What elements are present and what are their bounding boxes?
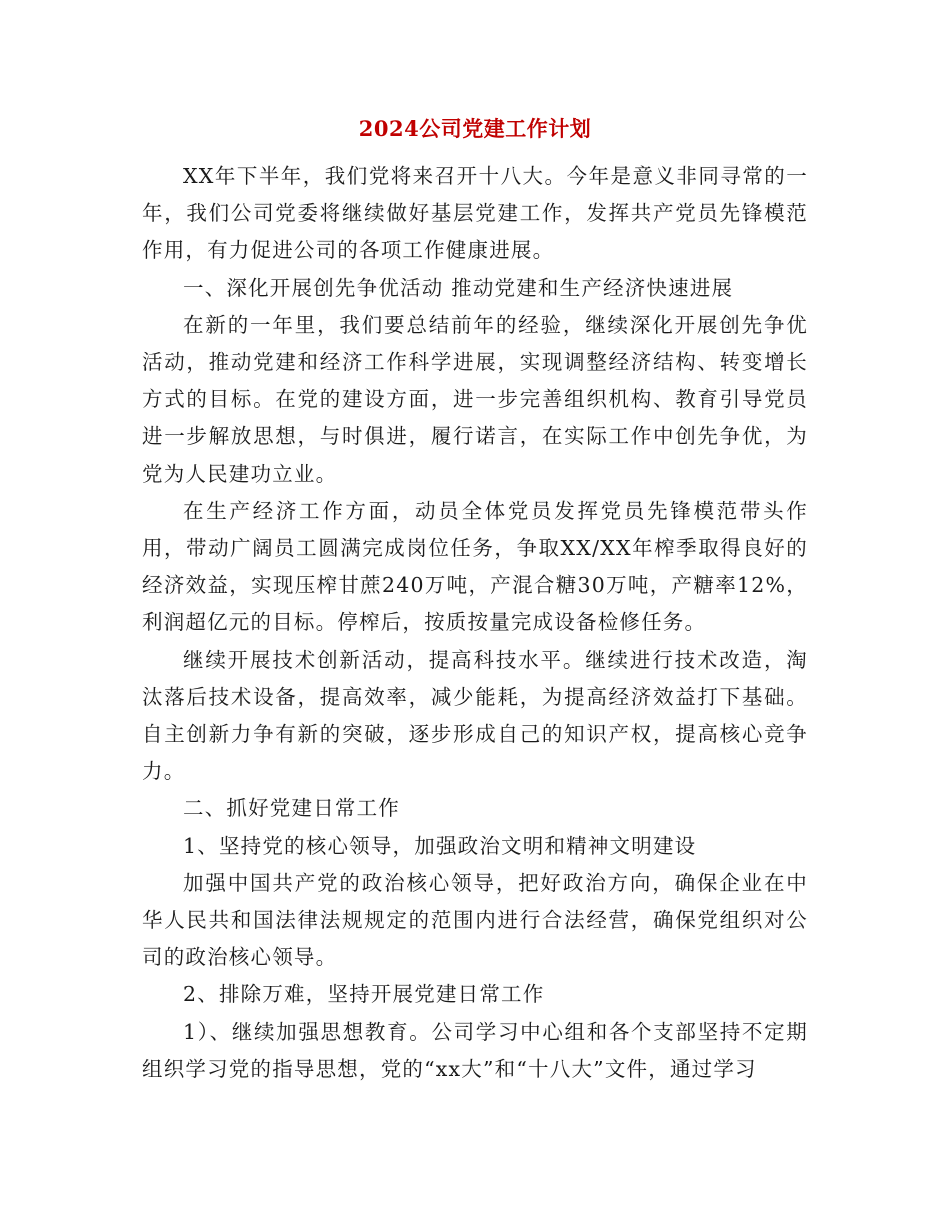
paragraph-production-economy: 在生产经济工作方面，动员全体党员发挥党员先锋模范带头作用，带动广阔员工圆满完成岗位任务，争取XX/XX年榨季取得良好的经济效益，实现压榨甘蔗240万吨，产混合糖30万吨，产糖率12%，利润超亿元的目标。停榨后，按质按量完成设备检修任务。 [142,498,808,635]
subsection-heading-1: 1、坚持党的核心领导，加强政治文明和精神文明建设 [183,833,697,858]
section-heading-1: 一、深化开展创先争优活动 推动党建和生产经济快速进展 [183,275,734,300]
paragraph-intro: XX年下半年，我们党将来召开十八大。今年是意义非同寻常的一年，我们公司党委将继续做好基层党建工作，发挥共产党员先锋模范作用，有力促进公司的各项工作健康进展。 [142,164,808,263]
document-title: 2024公司党建工作计划 [358,116,592,141]
paragraph-political-leadership: 加强中国共产党的政治核心领导，把好政治方向，确保企业在中华人民共和国法律法规规定的范围内进行合法经营，确保党组织对公司的政治核心领导。 [142,870,808,970]
subsection-heading-2: 2、排除万难，坚持开展党建日常工作 [183,982,545,1007]
paragraph-party-building: 在新的一年里，我们要总结前年的经验，继续深化开展创先争优活动，推动党建和经济工作科学进展，实现调整经济结构、转变增长方式的目标。在党的建设方面，进一步完善组织机构、教育引导党员进一步解放思想，与时俱进，履行诺言，在实际工作中创先争优，为党为人民建功立业。 [142,312,808,486]
section-heading-2: 二、抓好党建日常工作 [183,796,400,821]
paragraph-ideological-education: 1）、继续加强思想教育。公司学习中心组和各个支部坚持不定期组织学习党的指导思想，党的“xx大”和“十八大”文件，通过学习 [142,1019,808,1081]
document-body [142,158,808,1088]
paragraph-technology-innovation: 继续开展技术创新活动，提高科技水平。继续进行技术改造，淘汰落后技术设备，提高效率，减少能耗，为提高经济效益打下基础。自主创新力争有新的突破，逐步形成自己的知识产权，提高核心竞争力。 [142,647,808,784]
